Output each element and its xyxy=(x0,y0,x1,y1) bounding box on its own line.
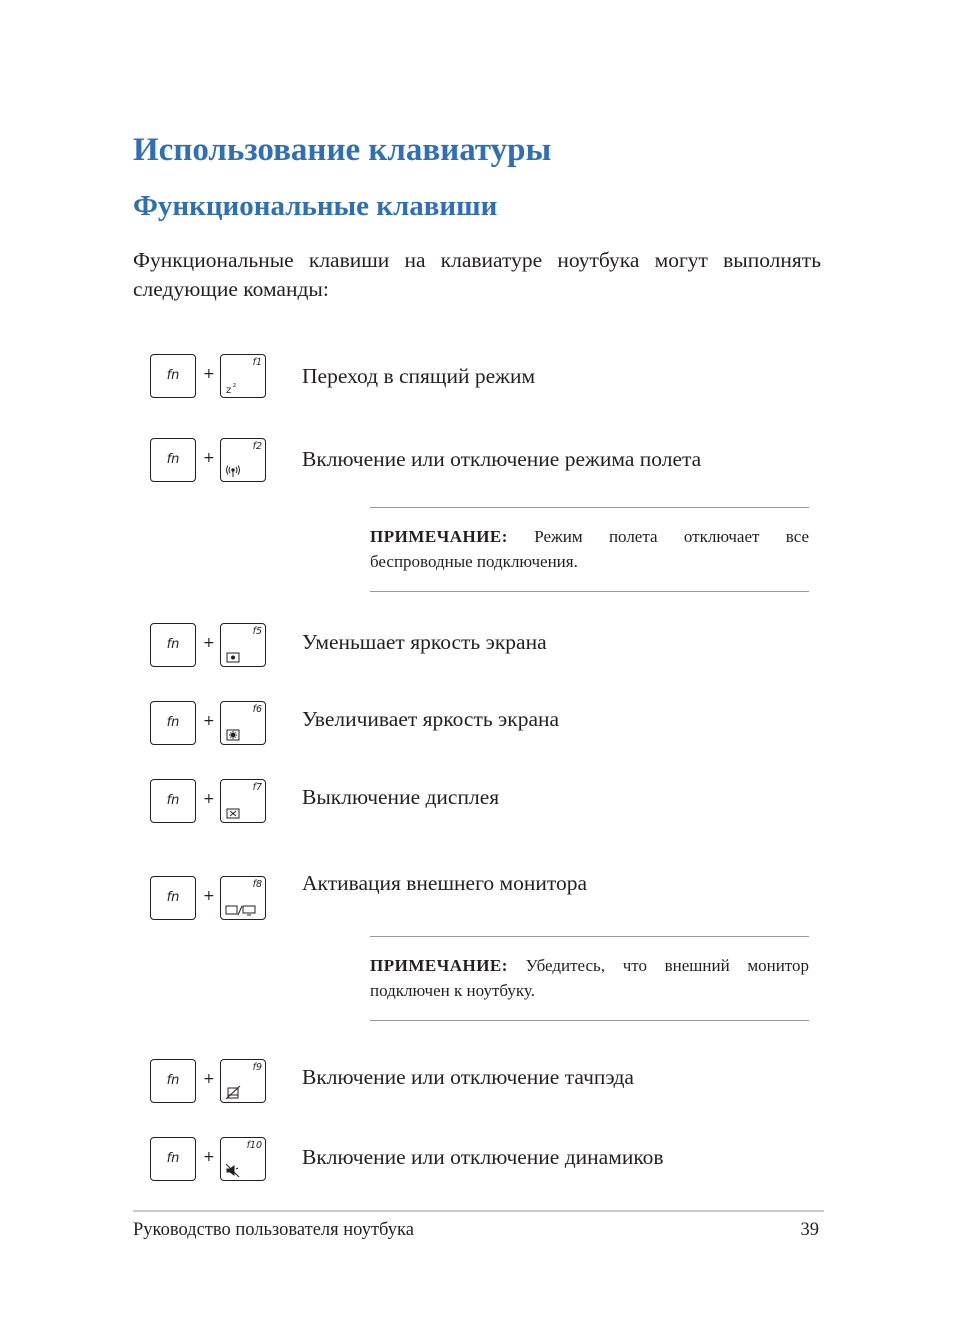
page-title: Использование клавиатуры xyxy=(133,132,552,168)
f6-key: f6 xyxy=(220,701,266,745)
sleep-icon xyxy=(225,380,247,394)
plus-sign: + xyxy=(203,1071,215,1087)
f7-key: f7 xyxy=(220,779,266,823)
key-description: Включение или отключение динамиков xyxy=(302,1145,664,1169)
plus-sign: + xyxy=(203,635,215,651)
plus-sign: + xyxy=(203,791,215,807)
plus-sign: + xyxy=(203,1149,215,1165)
f2-key: f2 xyxy=(220,438,266,482)
key-description: Переход в спящий режим xyxy=(302,364,536,388)
intro-paragraph: Функциональные клавиши на клавиатуре ноутбука могут выполнять следующие команды: xyxy=(133,248,821,301)
fn-key: fn xyxy=(150,438,196,482)
brightness-down-icon xyxy=(225,649,247,663)
svg-text:z: z xyxy=(226,385,232,394)
key-description: Включение или отключение тачпэда xyxy=(302,1065,634,1089)
footer-title: Руководство пользователя ноутбука xyxy=(133,1220,414,1240)
svg-text:z: z xyxy=(233,382,237,389)
fn-key: fn xyxy=(150,623,196,667)
key-description: Активация внешнего монитора xyxy=(302,871,588,895)
footer-divider xyxy=(133,1210,824,1212)
key-description: Увеличивает яркость экрана xyxy=(302,707,560,731)
note-label: ПРИМЕЧАНИЕ: xyxy=(370,527,508,546)
note-box xyxy=(370,936,809,1021)
airplane-mode-icon xyxy=(225,464,247,478)
fn-key: fn xyxy=(150,701,196,745)
f8-key: f8 xyxy=(220,876,266,920)
plus-sign: + xyxy=(203,366,215,382)
key-description: Выключение дисплея xyxy=(302,785,500,809)
f5-key: f5 xyxy=(220,623,266,667)
plus-sign: + xyxy=(203,450,215,466)
plus-sign: + xyxy=(203,713,215,729)
f10-key: f10 xyxy=(220,1137,266,1181)
touchpad-icon xyxy=(225,1085,247,1099)
section-title: Функциональные клавиши xyxy=(133,190,498,222)
fn-key: fn xyxy=(150,876,196,920)
f9-key: f9 xyxy=(220,1059,266,1103)
display-off-icon xyxy=(225,805,247,819)
plus-sign: + xyxy=(203,888,215,904)
external-monitor-icon xyxy=(225,902,247,916)
fn-key: fn xyxy=(150,779,196,823)
note-label: ПРИМЕЧАНИЕ: xyxy=(370,956,508,975)
fn-key: fn xyxy=(150,1137,196,1181)
key-description: Включение или отключение режима полета xyxy=(302,447,702,471)
note-box xyxy=(370,507,809,592)
speaker-mute-icon xyxy=(225,1163,247,1177)
brightness-up-icon xyxy=(225,727,247,741)
note-text: Режим полета отключает все беспроводные подключения. xyxy=(370,527,809,571)
note-text: Убедитесь, что внешний монитор подключен к ноутбуку. xyxy=(370,956,810,1000)
f1-key: f1 z z xyxy=(220,354,266,398)
key-description: Уменьшает яркость экрана xyxy=(302,630,547,654)
page-number: 39 xyxy=(800,1220,819,1240)
fn-key: fn xyxy=(150,354,196,398)
fn-key: fn xyxy=(150,1059,196,1103)
